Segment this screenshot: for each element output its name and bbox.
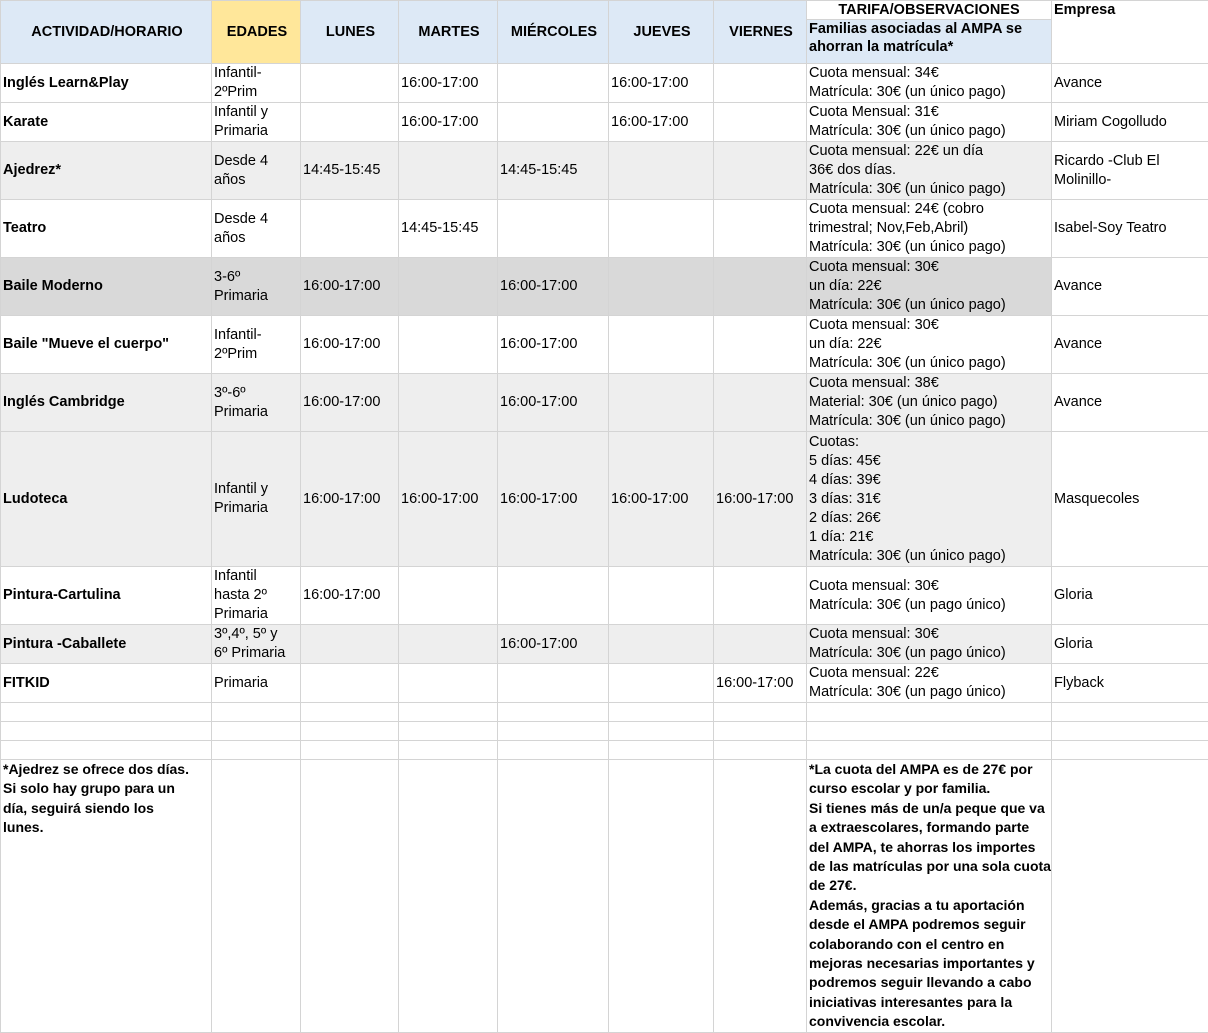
cell-martes: 14:45-15:45 <box>399 200 498 258</box>
cell-miercoles: 16:00-17:00 <box>498 258 609 316</box>
empty-cell <box>714 722 807 741</box>
empty-cell <box>609 703 714 722</box>
cell-actividad: Teatro <box>1 200 212 258</box>
empty-cell <box>1 703 212 722</box>
cell-tarifa: Cuota mensual: 22€ un día 36€ dos días. Matrícula: 30€ (un único pago) <box>807 142 1052 200</box>
cell-viernes <box>714 316 807 374</box>
cell-actividad: Pintura -Caballete <box>1 625 212 664</box>
table-row <box>1 142 1208 200</box>
note-ajedrez: *Ajedrez se ofrece dos días. Si solo hay grupo para un día, seguirá siendo los lunes. <box>1 760 212 1033</box>
empty-cell <box>1 741 212 760</box>
table-row <box>1 374 1208 432</box>
cell-miercoles: 16:00-17:00 <box>498 374 609 432</box>
cell-martes: 16:00-17:00 <box>399 64 498 103</box>
cell-viernes <box>714 200 807 258</box>
cell-martes <box>399 664 498 703</box>
cell-lunes: 16:00-17:00 <box>301 374 399 432</box>
empty-cell <box>301 760 399 1033</box>
cell-miercoles <box>498 103 609 142</box>
cell-empresa: Isabel-Soy Teatro <box>1052 200 1208 258</box>
cell-miercoles: 16:00-17:00 <box>498 432 609 567</box>
empty-cell <box>301 722 399 741</box>
cell-tarifa: Cuota mensual: 30€ un día: 22€ Matrícula: 30€ (un único pago) <box>807 258 1052 316</box>
cell-edades: Desde 4 años <box>212 200 301 258</box>
cell-miercoles <box>498 64 609 103</box>
header-tarifa-title: TARIFA/OBSERVACIONES <box>807 1 1051 20</box>
table-row <box>1 625 1208 664</box>
header-jueves: JUEVES <box>609 1 714 64</box>
cell-edades: Infantil y Primaria <box>212 432 301 567</box>
cell-martes <box>399 374 498 432</box>
cell-tarifa: Cuota mensual: 24€ (cobro trimestral; Nov,Feb,Abril) Matrícula: 30€ (un único pago) <box>807 200 1052 258</box>
header-row <box>1 1 1208 64</box>
empty-cell <box>807 722 1052 741</box>
cell-edades: Infantil- 2ºPrim <box>212 316 301 374</box>
header-edades: EDADES <box>212 1 301 64</box>
header-tarifa <box>807 1 1052 64</box>
cell-lunes <box>301 664 399 703</box>
cell-jueves <box>609 200 714 258</box>
empty-cell <box>714 741 807 760</box>
cell-lunes: 16:00-17:00 <box>301 316 399 374</box>
cell-edades: 3-6º Primaria <box>212 258 301 316</box>
cell-martes: 16:00-17:00 <box>399 103 498 142</box>
header-actividad: ACTIVIDAD/HORARIO <box>1 1 212 64</box>
cell-edades: Infantil- 2ºPrim <box>212 64 301 103</box>
cell-lunes: 14:45-15:45 <box>301 142 399 200</box>
cell-jueves: 16:00-17:00 <box>609 64 714 103</box>
empty-row <box>1 703 1208 722</box>
empty-cell <box>609 722 714 741</box>
cell-miercoles <box>498 664 609 703</box>
cell-miercoles: 16:00-17:00 <box>498 316 609 374</box>
cell-miercoles <box>498 200 609 258</box>
cell-miercoles: 14:45-15:45 <box>498 142 609 200</box>
cell-empresa: Avance <box>1052 374 1208 432</box>
empty-cell <box>301 703 399 722</box>
empty-cell <box>498 741 609 760</box>
empty-cell <box>807 703 1052 722</box>
header-martes: MARTES <box>399 1 498 64</box>
empty-row <box>1 741 1208 760</box>
cell-actividad: Inglés Learn&Play <box>1 64 212 103</box>
cell-viernes <box>714 567 807 625</box>
empty-cell <box>399 760 498 1033</box>
cell-jueves <box>609 258 714 316</box>
empty-cell <box>498 760 609 1033</box>
cell-tarifa: Cuota mensual: 34€ Matrícula: 30€ (un único pago) <box>807 64 1052 103</box>
cell-edades: 3º,4º, 5º y 6º Primaria <box>212 625 301 664</box>
empty-cell <box>714 703 807 722</box>
table-row <box>1 567 1208 625</box>
cell-viernes <box>714 64 807 103</box>
cell-jueves <box>609 316 714 374</box>
empty-cell <box>212 760 301 1033</box>
cell-viernes <box>714 103 807 142</box>
header-miercoles: MIÉRCOLES <box>498 1 609 64</box>
cell-lunes: 16:00-17:00 <box>301 258 399 316</box>
cell-actividad: Ludoteca <box>1 432 212 567</box>
empty-cell <box>1052 760 1208 1033</box>
empty-cell <box>1052 703 1208 722</box>
cell-tarifa: Cuota mensual: 30€ un día: 22€ Matrícula: 30€ (un único pago) <box>807 316 1052 374</box>
cell-viernes: 16:00-17:00 <box>714 664 807 703</box>
cell-empresa: Avance <box>1052 258 1208 316</box>
cell-tarifa: Cuota mensual: 22€ Matrícula: 30€ (un pago único) <box>807 664 1052 703</box>
cell-jueves: 16:00-17:00 <box>609 103 714 142</box>
cell-tarifa: Cuota mensual: 30€ Matrícula: 30€ (un pago único) <box>807 567 1052 625</box>
cell-martes: 16:00-17:00 <box>399 432 498 567</box>
empty-cell <box>212 703 301 722</box>
header-tarifa-subtitle: Familias asociadas al AMPA se ahorran la matrícula* <box>807 20 1051 56</box>
cell-lunes: 16:00-17:00 <box>301 567 399 625</box>
empty-cell <box>807 741 1052 760</box>
table-row <box>1 103 1208 142</box>
cell-jueves <box>609 142 714 200</box>
cell-lunes <box>301 103 399 142</box>
cell-empresa: Gloria <box>1052 625 1208 664</box>
cell-viernes <box>714 258 807 316</box>
cell-empresa: Miriam Cogolludo <box>1052 103 1208 142</box>
cell-martes <box>399 258 498 316</box>
empty-cell <box>399 703 498 722</box>
cell-actividad: Baile "Mueve el cuerpo" <box>1 316 212 374</box>
cell-martes <box>399 625 498 664</box>
cell-tarifa: Cuota mensual: 38€ Material: 30€ (un único pago) Matrícula: 30€ (un único pago) <box>807 374 1052 432</box>
empty-cell <box>212 722 301 741</box>
empty-cell <box>1052 722 1208 741</box>
cell-actividad: Pintura-Cartulina <box>1 567 212 625</box>
cell-empresa: Avance <box>1052 316 1208 374</box>
cell-empresa: Avance <box>1052 64 1208 103</box>
cell-martes <box>399 316 498 374</box>
cell-jueves: 16:00-17:00 <box>609 432 714 567</box>
empty-cell <box>1 722 212 741</box>
cell-tarifa: Cuotas: 5 días: 45€ 4 días: 39€ 3 días: 31€ 2 días: 26€ 1 día: 21€ Matrícula: 30€ (un único pago) <box>807 432 1052 567</box>
empty-cell <box>301 741 399 760</box>
cell-empresa: Flyback <box>1052 664 1208 703</box>
cell-jueves <box>609 625 714 664</box>
header-viernes: VIERNES <box>714 1 807 64</box>
cell-viernes <box>714 374 807 432</box>
cell-tarifa: Cuota Mensual: 31€ Matrícula: 30€ (un único pago) <box>807 103 1052 142</box>
empty-cell <box>498 703 609 722</box>
cell-martes <box>399 142 498 200</box>
cell-edades: Infantil hasta 2º Primaria <box>212 567 301 625</box>
cell-edades: Desde 4 años <box>212 142 301 200</box>
cell-edades: 3º-6º Primaria <box>212 374 301 432</box>
table-row <box>1 64 1208 103</box>
empty-cell <box>498 722 609 741</box>
table-row <box>1 664 1208 703</box>
cell-viernes <box>714 142 807 200</box>
cell-lunes <box>301 200 399 258</box>
empty-cell <box>399 722 498 741</box>
cell-actividad: Karate <box>1 103 212 142</box>
cell-jueves <box>609 664 714 703</box>
empty-cell <box>609 760 714 1033</box>
cell-miercoles <box>498 567 609 625</box>
table-row <box>1 200 1208 258</box>
cell-jueves <box>609 567 714 625</box>
cell-miercoles: 16:00-17:00 <box>498 625 609 664</box>
cell-actividad: Ajedrez* <box>1 142 212 200</box>
notes-row <box>1 760 1208 1033</box>
table-row <box>1 432 1208 567</box>
cell-edades: Infantil y Primaria <box>212 103 301 142</box>
cell-edades: Primaria <box>212 664 301 703</box>
cell-actividad: FITKID <box>1 664 212 703</box>
cell-empresa: Masquecoles <box>1052 432 1208 567</box>
table-row <box>1 316 1208 374</box>
cell-lunes: 16:00-17:00 <box>301 432 399 567</box>
cell-martes <box>399 567 498 625</box>
cell-viernes <box>714 625 807 664</box>
cell-jueves <box>609 374 714 432</box>
cell-actividad: Inglés Cambridge <box>1 374 212 432</box>
cell-lunes <box>301 64 399 103</box>
note-ampa: *La cuota del AMPA es de 27€ por curso escolar y por familia. Si tienes más de un/a peque que va a extraescolares, formando parte del AMPA, te ahorras los importes de las matrículas por una sola cuota de 27€. Además, gracias a tu aportación desde el AMPA podremos seguir colaborando con el centro en mejoras necesarias importantes y podremos seguir llevando a cabo iniciativas interesantes para la convivencia escolar. <box>807 760 1052 1033</box>
cell-empresa: Ricardo -Club El Molinillo- <box>1052 142 1208 200</box>
cell-actividad: Baile Moderno <box>1 258 212 316</box>
cell-viernes: 16:00-17:00 <box>714 432 807 567</box>
cell-empresa: Gloria <box>1052 567 1208 625</box>
empty-row <box>1 722 1208 741</box>
empty-cell <box>714 760 807 1033</box>
header-lunes: LUNES <box>301 1 399 64</box>
cell-lunes <box>301 625 399 664</box>
empty-cell <box>212 741 301 760</box>
empty-cell <box>399 741 498 760</box>
header-empresa: Empresa <box>1052 1 1208 64</box>
cell-tarifa: Cuota mensual: 30€ Matrícula: 30€ (un pago único) <box>807 625 1052 664</box>
empty-cell <box>609 741 714 760</box>
table-row <box>1 258 1208 316</box>
empty-cell <box>1052 741 1208 760</box>
